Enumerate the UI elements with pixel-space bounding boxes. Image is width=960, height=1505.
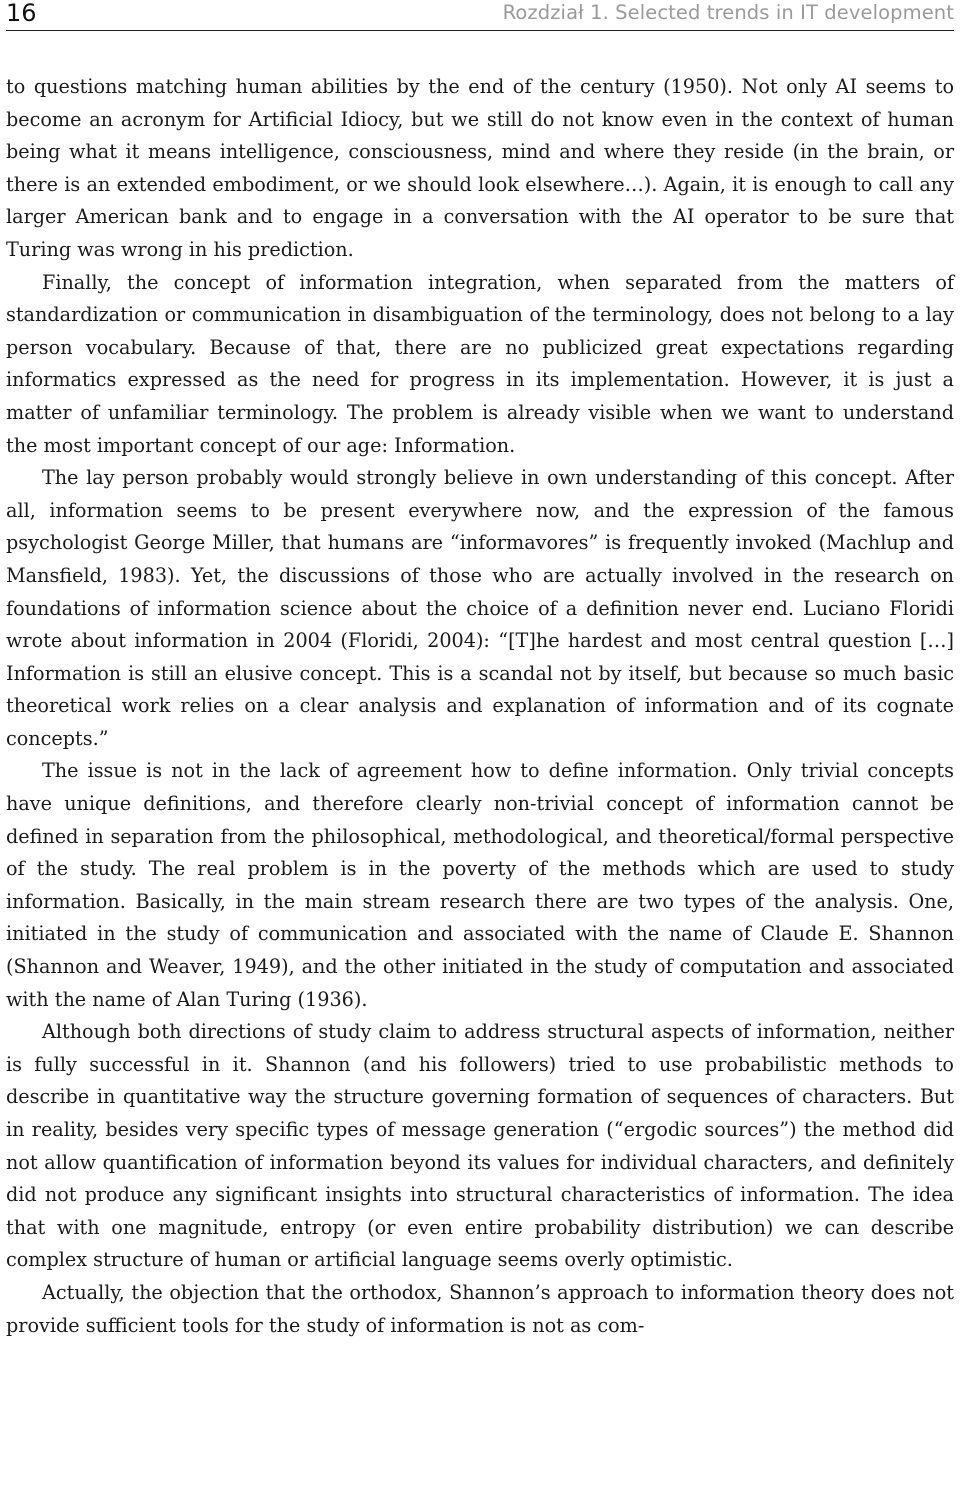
paragraph-lay-person: The lay person probably would strongly believe in own understanding of this concept. After all, information seems to be present everywhere now, and the expression of the famous psychologist George Miller, that humans are “informavores” is frequently invoked (Machlup and Mansfield, 1983). Yet, the discussions of those who are actually involved in the research on foundations of information science about the choice of a definition never end. Luciano Floridi wrote about information in 2004 (Floridi, 2004): “[T]he hardest and most central question […] Information is still an elusive concept. This is a scandal not by itself, but because so much basic theoretical work relies on a clear analysis and explanation of information and of its cognate concepts.” [6,466,954,750]
running-header [6,0,954,31]
paragraph-definition-issue: The issue is not in the lack of agreement how to define information. Only trivial concepts have unique definitions, and therefore clearly non-trivial concept of information cannot be defined in separation from the philosophical, methodological, and theoretical/formal perspective of the study. The real problem is in the poverty of the methods which are used to study information. Basically, in the main stream research there are two types of the analysis. One, initiated in the study of communication and associated with the name of Claude E. Shannon (Shannon and Weaver, 1949), and the other initiated in the study of computation and associated with the name of Alan Turing (1936). [6,759,954,1011]
paragraph-continuation: to questions matching human abilities by the end of the century (1950). Not only AI seems to become an acronym for Artificial Idiocy, but we still do not know even in the context of human being what it means intelligence, consciousness, mind and where they reside (in the brain, or there is an extended embodiment, or we should look elsewhere…). Again, it is enough to call any larger American bank and to engage in a conversation with the AI operator to be sure that Turing was wrong in his prediction. [6,75,954,261]
page-number: 16 [6,0,37,27]
paragraph-structural-aspects: Although both directions of study claim to address structural aspects of information, neither is fully successful in it. Shannon (and his followers) tried to use probabilistic methods to describe in quantitative way the structure governing formation of sequences of characters. But in reality, besides very specific types of message generation (“ergodic sources”) the method did not allow quantification of information beyond its values for individual characters, and definitely did not produce any significant insights into structural characteristics of information. The idea that with one magnitude, entropy (or even entire probability distribution) we can describe complex structure of human or artificial language seems overly optimistic. [6,1020,954,1272]
paragraph-orthodox-objection: Actually, the objection that the orthodox, Shannon’s approach to information theory does not provide sufficient tools for the study of information is not as com- [6,1280,954,1337]
chapter-title: Rozdział 1. Selected trends in IT development [502,1,954,24]
paragraph-information-integration: Finally, the concept of information integration, when separated from the matters of standardization or communication in disambiguation of the terminology, does not belong to a lay person vocabulary. Because of that, there are no publicized great expectations regarding informatics expressed as the need for progress in its implementation. However, it is just a matter of unfamiliar terminology. The problem is already visible when we want to understand the most important concept of our age: Information. [6,270,954,457]
body-text [6,71,954,1342]
